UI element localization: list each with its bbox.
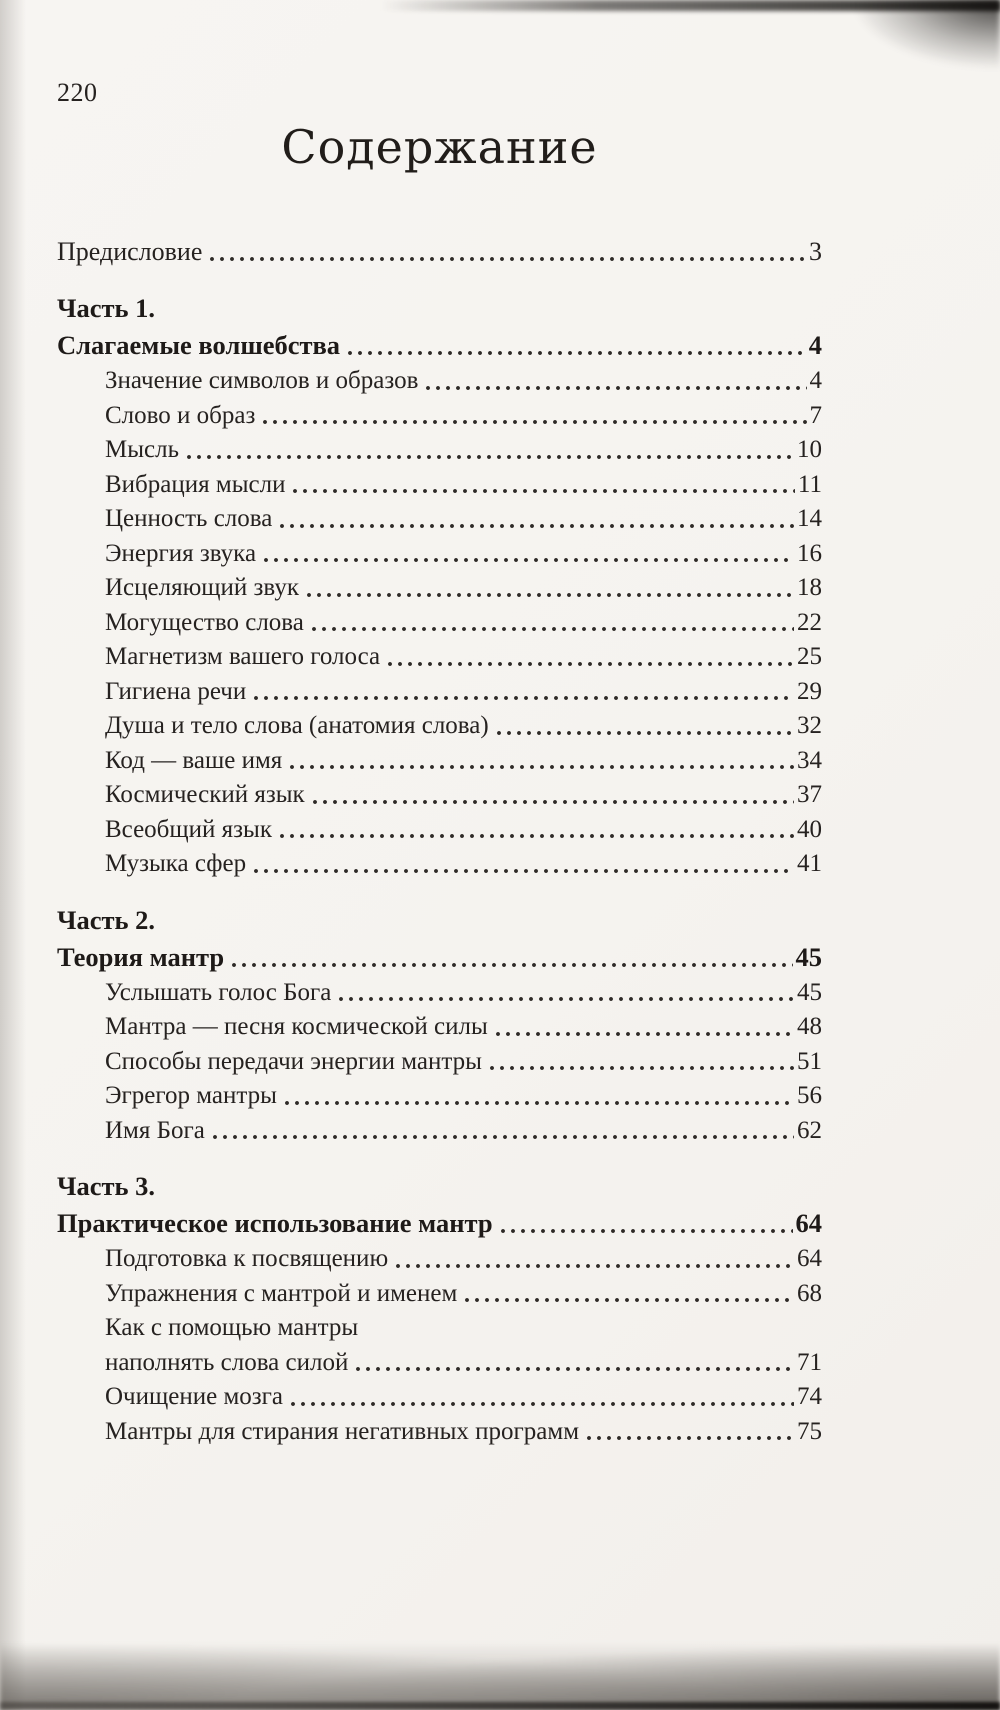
toc-entry-label: Гигиена речи	[105, 677, 247, 705]
toc-entry	[57, 433, 822, 468]
dotted-leader	[498, 1205, 793, 1242]
toc-entry-label: Музыка сфер	[105, 850, 247, 877]
dotted-leader	[277, 502, 794, 537]
dotted-leader	[385, 640, 794, 675]
scan-shadow-top-edge	[380, 0, 1000, 11]
toc-entry-page: 37	[797, 781, 822, 808]
toc-entry-label: Упражнения с мантрой и именем	[105, 1279, 458, 1307]
dotted-leader	[462, 1277, 794, 1312]
toc-entry-label: Магнетизм вашего голоса	[105, 643, 381, 670]
toc-entry	[57, 1010, 822, 1045]
dotted-leader	[309, 606, 794, 641]
toc-entry-label: наполнять слова силой	[105, 1348, 349, 1376]
toc-entry	[57, 675, 822, 710]
toc-entry	[57, 1168, 822, 1205]
toc-entry-page: 48	[797, 1013, 822, 1040]
toc-entry-label: Космический язык	[105, 781, 305, 808]
toc-entry-label: Слагаемые волшебства	[57, 330, 341, 360]
toc-entry-label: Эгрегор мантры	[105, 1082, 277, 1109]
toc-entry	[57, 234, 822, 270]
dotted-leader	[288, 1380, 794, 1415]
dotted-leader	[277, 813, 794, 848]
toc-entry-label: Теория мантр	[57, 941, 225, 972]
dotted-leader	[184, 433, 794, 468]
toc-entry	[57, 939, 822, 976]
dotted-leader	[260, 399, 806, 434]
toc-entry-label: Вибрация мысли	[105, 470, 286, 498]
toc-entry	[57, 364, 822, 399]
toc-entry-page: 45	[795, 941, 822, 972]
toc-entry-page: 22	[797, 608, 822, 636]
toc-entry-page: 56	[797, 1082, 822, 1109]
toc-entry-page: 75	[797, 1417, 822, 1445]
toc-entry-page: 32	[797, 712, 822, 739]
toc-entry-page: 4	[808, 330, 822, 360]
toc-entry	[57, 1311, 822, 1346]
page-number: 220	[57, 78, 98, 107]
dotted-leader	[207, 234, 806, 270]
toc-entry-page: 40	[797, 815, 822, 843]
toc-entry-label: Код — ваше имя	[105, 746, 283, 774]
toc-entry	[57, 744, 822, 779]
toc-entry-label: Услышать голос Бога	[105, 978, 332, 1006]
toc-entry	[57, 1205, 822, 1242]
toc-entry	[57, 468, 822, 503]
toc-entry-page: 7	[809, 401, 822, 429]
toc-entry	[57, 847, 822, 882]
toc-entry-label: Мантра — песня космической силы	[105, 1013, 488, 1040]
toc-entry-label: Практическое использование мантр	[57, 1208, 493, 1238]
toc-entry	[57, 640, 822, 675]
toc-entry-label: Способы передачи энергии мантры	[105, 1047, 482, 1075]
toc-entry	[57, 571, 822, 606]
toc-entry-label: Слово и образ	[105, 401, 256, 429]
table-of-contents	[57, 234, 822, 1449]
dotted-leader	[345, 327, 806, 364]
toc-entry	[57, 1346, 822, 1381]
dotted-leader	[229, 939, 792, 976]
toc-entry-page: 64	[797, 1245, 822, 1272]
scan-shadow-bottom-line	[0, 1702, 1000, 1710]
toc-entry-label: Очищение мозга	[105, 1383, 284, 1410]
dotted-leader	[393, 1242, 794, 1277]
toc-entry-page: 14	[797, 505, 822, 532]
toc-entry-label: Мантры для стирания негативных программ	[105, 1417, 580, 1445]
dotted-leader	[423, 364, 806, 399]
toc-entry-page: 16	[797, 539, 822, 567]
dotted-leader	[287, 744, 794, 779]
toc-entry	[57, 778, 822, 813]
toc-entry	[57, 1277, 822, 1312]
toc-entry-label: Часть 3.	[57, 1171, 155, 1201]
toc-entry-page: 25	[797, 643, 822, 670]
dotted-leader	[261, 537, 794, 572]
scan-shadow-left-edge	[0, 0, 26, 1710]
toc-entry-page: 74	[797, 1383, 822, 1410]
toc-entry-label: Всеобщий язык	[105, 815, 272, 843]
toc-entry-page: 62	[797, 1116, 822, 1144]
toc-entry	[57, 1114, 822, 1149]
toc-entry	[57, 1380, 822, 1415]
toc-entry-page: 51	[797, 1047, 822, 1075]
dotted-leader	[251, 675, 794, 710]
dotted-leader	[210, 1114, 794, 1149]
toc-entry-label: Часть 2.	[57, 904, 155, 935]
dotted-leader	[487, 1045, 794, 1080]
toc-entry-page: 71	[797, 1348, 822, 1376]
toc-entry-page: 11	[797, 470, 822, 498]
dotted-leader	[336, 976, 794, 1011]
toc-entry-page: 64	[795, 1208, 822, 1238]
toc-entry-page: 41	[797, 850, 822, 877]
dotted-leader	[493, 1010, 794, 1045]
toc-entry-label: Предисловие	[57, 237, 203, 266]
toc-entry-page: 34	[797, 746, 822, 774]
toc-entry-label: Могущество слова	[105, 608, 304, 636]
toc-entry	[57, 399, 822, 434]
scan-shadow-bottom-edge	[0, 1625, 1000, 1710]
toc-entry	[57, 537, 822, 572]
toc-entry-label: Ценность слова	[105, 505, 273, 532]
dotted-leader	[290, 468, 794, 503]
dotted-leader	[304, 571, 794, 606]
toc-entry-label: Мысль	[105, 436, 179, 463]
toc-entry-page: 45	[797, 978, 822, 1006]
dotted-leader	[310, 778, 794, 813]
toc-entry	[57, 1079, 822, 1114]
toc-entry-page: 29	[797, 677, 822, 705]
toc-entry	[57, 902, 822, 939]
toc-entry-page: 68	[797, 1279, 822, 1307]
dotted-leader	[251, 847, 794, 882]
scan-shadow-top-right-corner	[850, 0, 1000, 70]
dotted-leader	[584, 1415, 794, 1450]
dotted-leader	[353, 1346, 794, 1381]
toc-entry-page: 10	[797, 436, 822, 463]
toc-entry	[57, 502, 822, 537]
toc-entry-label: Исцеляющий звук	[105, 574, 300, 601]
toc-entry-page: 4	[809, 367, 822, 394]
toc-entry	[57, 606, 822, 641]
toc-entry-page: 18	[797, 574, 822, 601]
toc-entry	[57, 813, 822, 848]
dotted-leader	[282, 1079, 794, 1114]
dotted-leader	[494, 709, 794, 744]
toc-entry	[57, 1242, 822, 1277]
toc-entry-label: Душа и тело слова (анатомия слова)	[105, 712, 489, 739]
toc-entry-label: Часть 1.	[57, 293, 155, 323]
toc-entry-page: 3	[809, 237, 822, 266]
toc-entry	[57, 1415, 822, 1450]
toc-entry	[57, 709, 822, 744]
toc-entry	[57, 1045, 822, 1080]
page-title: Содержание	[281, 120, 598, 174]
toc-entry-label: Как с помощью мантры	[105, 1314, 359, 1341]
toc-entry-label: Значение символов и образов	[105, 367, 419, 394]
toc-entry-label: Энергия звука	[105, 539, 257, 567]
toc-entry-label: Имя Бога	[105, 1116, 205, 1144]
toc-entry-label: Подготовка к посвящению	[105, 1245, 389, 1272]
toc-entry	[57, 290, 822, 327]
toc-entry	[57, 976, 822, 1011]
toc-entry	[57, 327, 822, 364]
